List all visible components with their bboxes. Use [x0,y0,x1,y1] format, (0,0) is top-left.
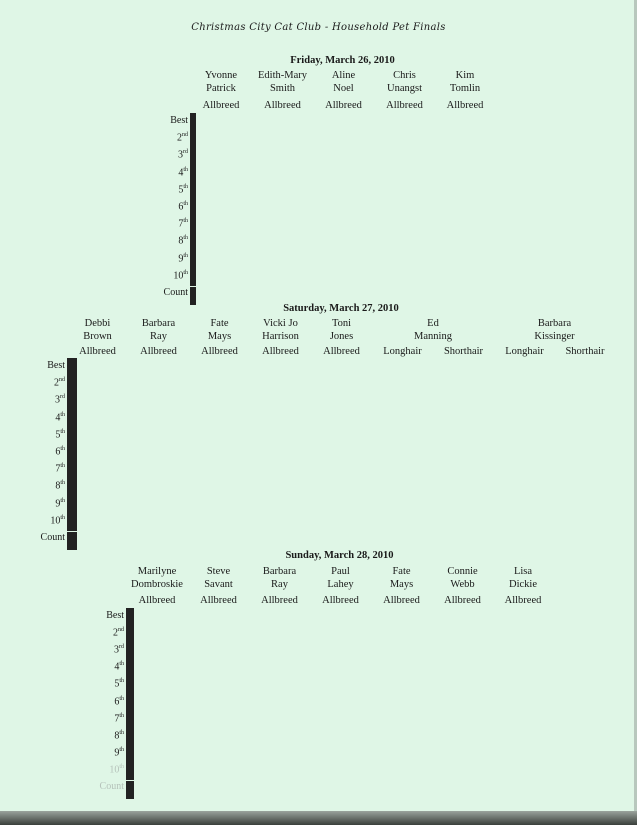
page-title: Christmas City Cat Club - Household Pet Finals [191,22,446,33]
table-row [127,609,134,626]
table-row [68,444,77,461]
judge-name: Aline Noel [331,70,356,94]
judge-name: Lisa Dickie [509,566,537,590]
ring-type: Allbreed [323,346,360,357]
entry-cell[interactable] [76,427,77,444]
table-row [127,711,134,728]
placement-grid [67,358,77,550]
ring-type: Allbreed [322,595,359,606]
ring-type: Allbreed [325,100,362,111]
row-label: 4th [55,411,65,423]
ring-type: Longhair [383,346,422,357]
row-label: 9th [114,746,124,759]
row-label: 9th [55,497,65,509]
table-row [191,131,196,148]
day-title: Friday, March 26, 2010 [290,55,395,66]
row-label: 3rd [55,394,65,406]
table-row [191,234,196,251]
ring-type: Allbreed [200,595,237,606]
row-label: Count [40,532,65,543]
table-row [68,393,77,410]
placement-grid [190,113,196,305]
ring-type: Allbreed [504,595,542,606]
table-row [191,182,196,199]
judge-name: Vicki Jo Harrison [262,318,299,342]
judge-name: Marilyne Dombroskie [131,566,183,590]
row-label: 9th [178,252,188,264]
row-label: 8th [178,235,188,247]
ring-type: Longhair [505,346,544,357]
judge-name: Fate Mays [207,318,232,342]
entry-cell[interactable] [195,234,196,251]
table-row [191,268,196,286]
ring-type: Allbreed [138,595,176,606]
ring-type: Shorthair [565,346,605,357]
ring-type: Allbreed [262,346,299,357]
table-row [127,762,134,780]
row-label: 6th [55,446,65,458]
entry-cell[interactable] [76,359,77,376]
table-row [68,427,77,444]
row-label: 7th [178,218,188,230]
ring-type: Allbreed [383,595,420,606]
row-label: 6th [114,695,124,707]
table-row [68,462,77,479]
table-row [127,660,134,677]
table-row [127,626,134,643]
row-label: 10th [50,514,65,527]
row-label: 8th [114,729,124,742]
entry-cell[interactable] [133,780,134,798]
entry-cell[interactable] [195,148,196,165]
ring-type: Allbreed [386,100,423,111]
entry-cell[interactable] [76,444,77,461]
entry-cell[interactable] [195,165,196,182]
entry-cell[interactable] [133,728,134,745]
entry-cell[interactable] [133,711,134,728]
table-row [127,677,134,694]
table-row [68,359,77,376]
table-row [127,728,134,745]
placement-grid [126,608,134,799]
judge-name: Edith-Mary Smith [258,70,307,94]
judge-name: Connie Webb [447,566,478,590]
row-label: 5th [55,428,65,441]
table-row [68,513,77,531]
table-row [191,114,196,131]
entry-cell[interactable] [195,217,196,234]
table-row [68,410,77,427]
entry-cell[interactable] [133,745,134,762]
judge-name: Chris Unangst [387,70,422,94]
entry-cell[interactable] [195,286,196,304]
entry-cell[interactable] [76,531,77,549]
row-label: Count [163,287,188,298]
entry-cell[interactable] [195,251,196,268]
ring-type: Allbreed [140,346,177,357]
table-row [191,251,196,268]
row-label: 2nd [113,627,124,639]
table-row [191,199,196,216]
ring-type: Allbreed [444,595,481,606]
table-row [191,217,196,234]
table-row [68,531,77,549]
entry-cell[interactable] [76,410,77,427]
table-row [127,745,134,762]
entry-cell[interactable] [76,462,77,479]
row-label: 8th [55,480,65,492]
entry-cell[interactable] [195,199,196,216]
judge-name: Debbi Brown [83,318,112,342]
row-label: 3rd [178,149,188,161]
row-label: Best [170,115,188,126]
entry-cell[interactable] [133,626,134,643]
ring-type: Allbreed [202,100,240,111]
entry-cell[interactable] [133,609,134,626]
row-label: 5th [178,183,188,196]
ring-type: Shorthair [443,346,484,357]
row-label: 4th [114,661,124,673]
judge-name: Barbara Kissinger [534,318,575,342]
row-label: 6th [178,201,188,213]
row-label: 3rd [114,644,124,656]
entry-cell[interactable] [76,479,77,496]
judge-name: Paul Lahey [327,566,354,590]
entry-cell[interactable] [195,268,196,286]
row-label: 7th [55,463,65,475]
entry-cell[interactable] [76,496,77,513]
day-title: Sunday, March 28, 2010 [285,550,394,561]
table-row [68,479,77,496]
judge-name: Barbara Ray [262,566,297,590]
row-label: 10th [173,269,188,282]
ring-type: Allbreed [201,346,238,357]
table-row [127,780,134,798]
scan-shadow [0,811,637,825]
row-label: 4th [178,166,188,178]
ring-type: Allbreed [446,100,484,111]
judge-name: Fate Mays [389,566,414,590]
row-label: Best [106,610,124,621]
table-row [191,148,196,165]
judge-name: Toni Jones [329,318,354,342]
row-label: 2nd [177,132,188,144]
row-label: 10th [109,763,124,776]
table-row [191,165,196,182]
judge-name: Yvonne Patrick [204,70,238,94]
entry-cell[interactable] [76,393,77,410]
row-label: Best [47,360,65,371]
entry-cell[interactable] [76,376,77,393]
table-row [68,376,77,393]
table-row [127,643,134,660]
row-label: 5th [114,678,124,690]
entry-cell[interactable] [133,643,134,660]
entry-cell[interactable] [133,660,134,677]
entry-cell[interactable] [195,182,196,199]
ring-type: Allbreed [264,100,301,111]
judge-name: Barbara Ray [141,318,176,342]
entry-cell[interactable] [195,114,196,131]
entry-cell[interactable] [195,131,196,148]
table-row [127,694,134,711]
ring-type: Allbreed [261,595,298,606]
judge-name: Steve Savant [204,566,233,590]
day-title: Saturday, March 27, 2010 [283,303,399,314]
entry-cell[interactable] [133,694,134,711]
row-label: Count [99,781,124,792]
entry-cell[interactable] [76,513,77,531]
row-label: 7th [114,712,124,724]
entry-cell[interactable] [133,762,134,780]
ring-type: Allbreed [79,346,116,357]
table-row [68,496,77,513]
judge-name: Ed Manning [414,318,452,342]
table-row [191,286,196,304]
entry-cell[interactable] [133,677,134,694]
row-label: 2nd [54,377,65,389]
judge-name: Kim Tomlin [449,70,481,94]
